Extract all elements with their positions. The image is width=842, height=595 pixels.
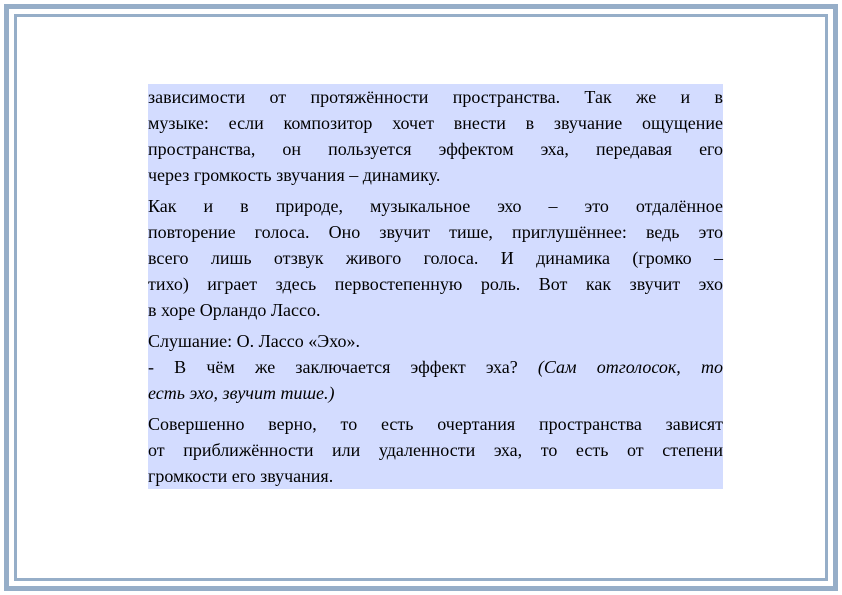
text-line: пространства, он пользуется эффектом эха, передавая его (148, 139, 723, 159)
paragraph-1 (148, 84, 723, 188)
text-line: от приближённости или удаленности эха, то есть от степени (148, 440, 723, 460)
text-line: через громкость звучания – динамику. (148, 165, 441, 185)
text-block (148, 84, 723, 489)
text-line: Совершенно верно, то есть очертания пространства зависят (148, 414, 723, 434)
text-line: Как и в природе, музыкальное эхо – это отдалённое (148, 196, 723, 216)
text-line: Слушание: О. Лассо «Эхо». (148, 331, 360, 351)
text-line: зависимости от протяжённости пространства. Так же и в (148, 87, 723, 107)
answer-text-continued: есть эхо, звучит тише.) (148, 383, 335, 403)
text-line: всего лишь отзвук живого голоса. И динамика (громко – (148, 248, 723, 268)
question-text: - В чём же заключается эффект эха? (148, 357, 518, 377)
text-line: тихо) играет здесь первостепенную роль. Вот как звучит эхо (148, 274, 723, 294)
paragraph-2 (148, 193, 723, 323)
question-line (148, 354, 723, 380)
text-line: громкости его звучания. (148, 466, 334, 486)
text-line: повторение голоса. Оно звучит тише, приглушённее: ведь это (148, 222, 723, 242)
text-line: в хоре Орландо Лассо. (148, 300, 321, 320)
paragraph-conclusion (148, 411, 723, 489)
paragraph-listening (148, 328, 723, 354)
paragraph-question (148, 354, 723, 406)
answer-text: (Сам отголосок, то (537, 357, 723, 377)
text-line: музыке: если композитор хочет внести в звучание ощущение (148, 113, 723, 133)
